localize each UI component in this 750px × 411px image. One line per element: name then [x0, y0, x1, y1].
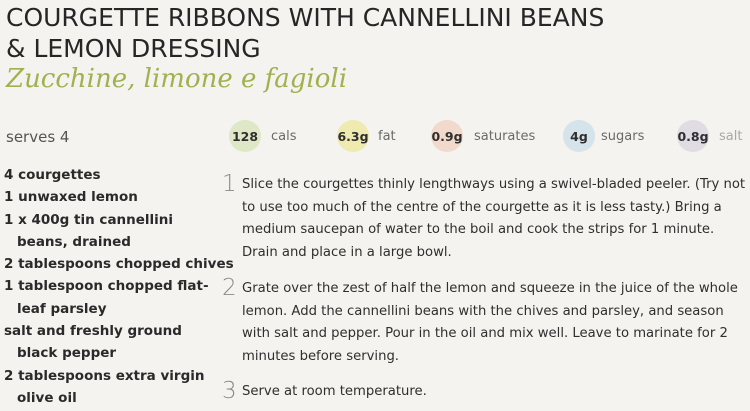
salt-badge: [677, 120, 709, 152]
calories-label: cals: [271, 129, 297, 144]
step-number: 3: [222, 378, 237, 404]
ingredient-item: 1 tablespoon chopped flat-leaf parsley: [4, 278, 209, 317]
calories-badge: [229, 120, 261, 152]
sugars-value: 4g: [570, 128, 588, 144]
sugars-label: sugars: [601, 129, 645, 144]
fat-badge: [337, 120, 369, 152]
ingredient-item: 4 courgettes: [4, 167, 101, 183]
recipe-title-line-2: & LEMON DRESSING: [6, 34, 261, 63]
step-text: Grate over the zest of half the lemon and squeeze in the juice of the whole lemon. Add the cannellini beans with the chives and parsley, and season with salt and pepper. Pour in the oil and mix well. Leave to marinate for 2 minutes before serving.: [242, 281, 738, 364]
fat-value: 6.3g: [337, 128, 369, 144]
ingredient-item: 1 x 400g tin cannellini beans, drained: [4, 211, 174, 250]
salt-label: salt: [719, 129, 743, 144]
step-text: Serve at room temperature.: [242, 384, 427, 399]
ingredient-item: 2 tablespoons extra virgin olive oil: [4, 367, 205, 406]
saturates-label: saturates: [474, 129, 536, 144]
ingredient-item: 1 unwaxed lemon: [4, 189, 138, 206]
calories-value: 128: [231, 128, 259, 144]
recipe-title: [6, 2, 604, 64]
recipe-subtitle: Zucchine, limone e fagioli: [6, 64, 348, 94]
nutrition-bar: [0, 120, 750, 154]
step-number: 1: [222, 171, 237, 197]
serves-count: serves 4: [6, 128, 70, 146]
fat-label: fat: [378, 129, 396, 144]
ingredient-item: 2 tablespoons chopped chives: [4, 256, 234, 273]
salt-value: 0.8g: [677, 128, 709, 144]
saturates-value: 0.9g: [431, 128, 463, 144]
ingredients-list: [4, 164, 242, 409]
step-number: 2: [222, 275, 237, 301]
saturates-badge: [431, 120, 463, 152]
step-text: Slice the courgettes thinly lengthways using a swivel-bladed peeler. (Try not to use too much of the centre of the courgette as it is less tasty.) Bring a medium saucepan of water to the boil and cook the strips for 1 minute. Drain and place in a large bowl.: [242, 177, 746, 260]
recipe-title-line-1: COURGETTE RIBBONS WITH CANNELLINI BEANS: [6, 3, 605, 32]
sugars-badge: [563, 120, 595, 152]
ingredient-item: salt and freshly ground black pepper: [4, 323, 182, 362]
